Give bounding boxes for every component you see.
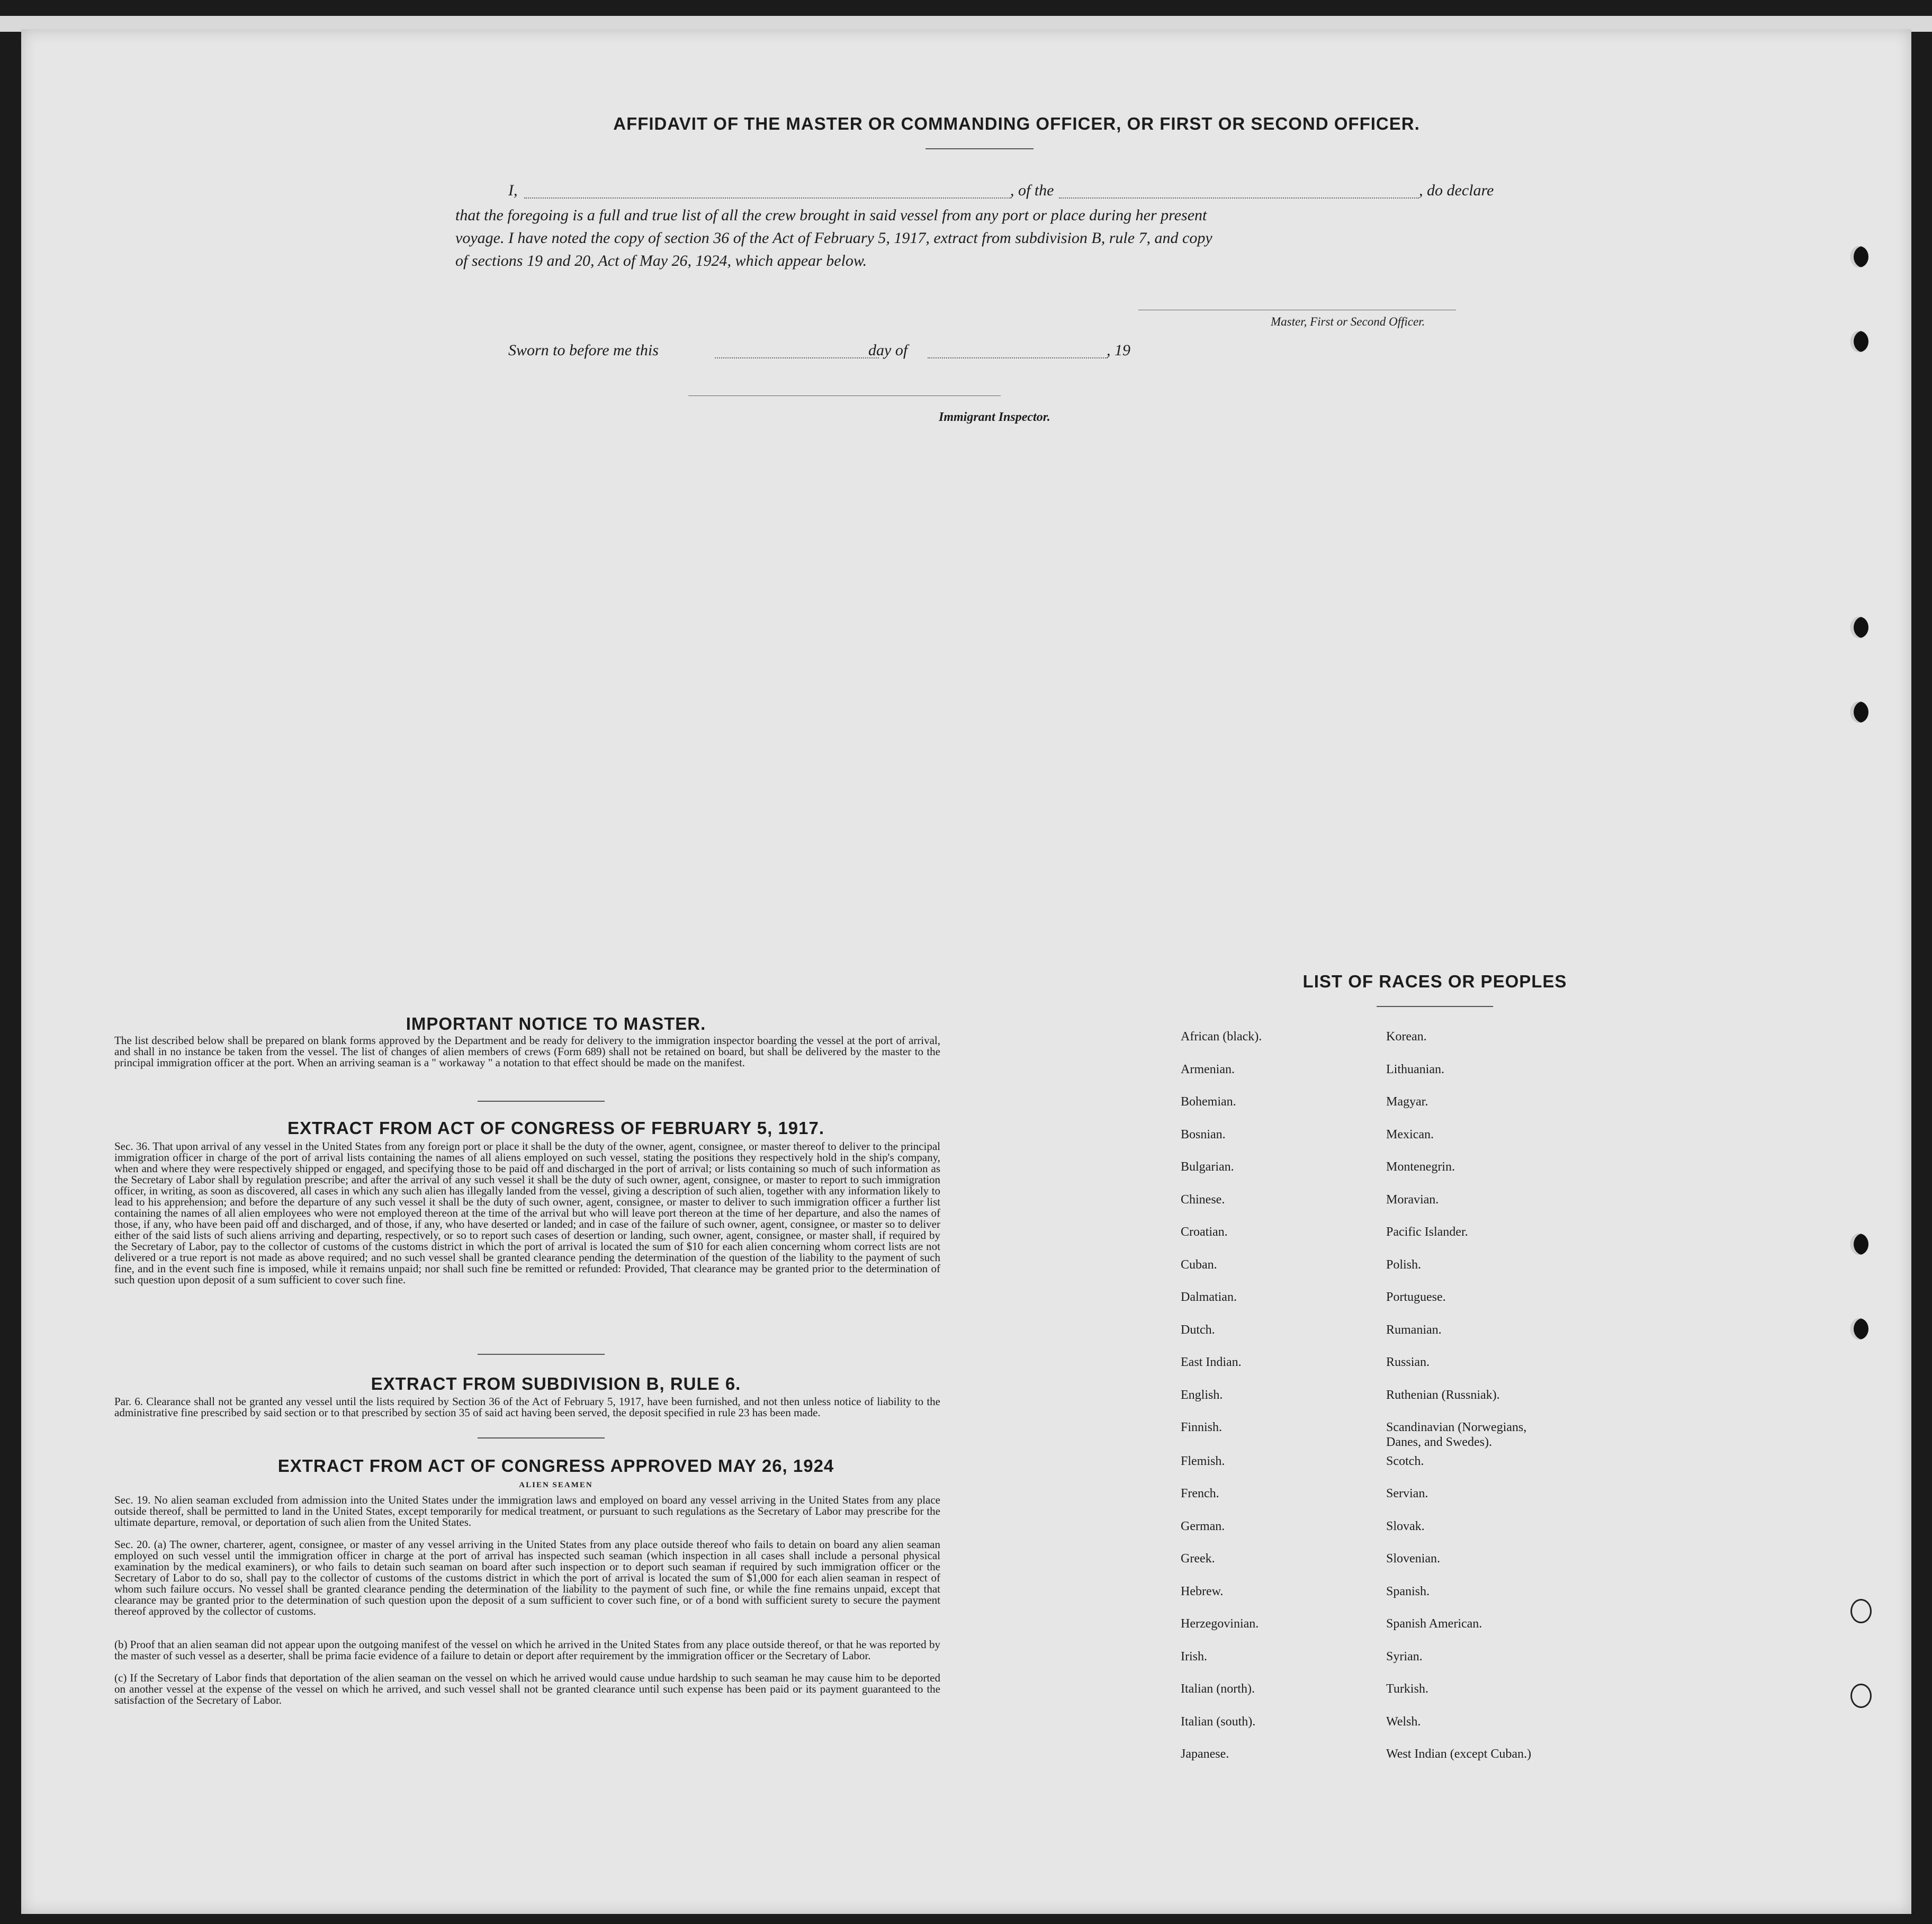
race-item: Rumanian. <box>1386 1323 1442 1337</box>
affidavit-declare: , do declare <box>1419 182 1494 199</box>
binder-hole-icon <box>1850 702 1868 723</box>
extract-1924-sec20c: (c) If the Secretary of Labor finds that deportation of the alien seaman on the vessel on which he arrived would cause undue hardship to such seaman he may cause him to be deported on another vessel at the expense of the vessel on which he arrived, and such vessel shall not be granted clearance until such expense has been paid or its payment guaranteed to the satisfaction of the Secretary of Labor. <box>114 1671 940 1706</box>
race-item: Greek. <box>1181 1552 1215 1566</box>
race-item: Montenegrin. <box>1386 1160 1455 1174</box>
year-text: , 19 <box>1107 341 1130 359</box>
race-item: Scotch. <box>1386 1454 1424 1468</box>
binder-hole-icon <box>1850 1318 1868 1339</box>
race-item: Lithuanian. <box>1386 1062 1444 1076</box>
binder-hole-icon <box>1850 1684 1872 1708</box>
rule6-title: EXTRACT FROM SUBDIVISION B, RULE 6. <box>371 1374 741 1393</box>
race-item: French. <box>1181 1487 1219 1500</box>
race-item: Irish. <box>1181 1649 1207 1664</box>
extract-1917-text: Sec. 36. That upon arrival of any vessel in the United States from any foreign port or place it shall be the duty of the owner, agent, consignee, or master thereof to deliver to the principal immigration officer in charge of the port of arrival lists containing the names of all aliens employed on such vessel, stating the positions they respectively hold in the ship's company, when and where they were respectively shipped or engaged, and specifying those to be paid off and discharged in the port of arrival; or lists containing so much of such information as the Secretary of Labor shall by regulation prescribe; and after the arrival of any such vessel it shall be the duty of such owner, agent, consignee, or master to report to such immigration officer, in writing, as soon as discovered, all cases in which any such alien has illegally landed from the vessel, giving a description of such alien, together with any information likely to lead to his apprehension; and before the departure of any such vessel it shall be the duty of such owner, agent, consignee, or master to deliver to such immigration officer a further list containing the names of all alien employees who were not employed thereon at the time of the arrival but who will leave port thereon at the time of her departure, and also the names of those, if any, who have been paid off and discharged, and of those, if any, who have deserted or landed; and in case of the failure of such owner, agent, consignee, or master so to deliver either of the said lists of such aliens arriving and departing, respectively, or so to report such cases of desertion or landing, such owner, agent, consignee, or master shall, if required by the Secretary of Labor, pay to the collector of customs of the customs district in which the port of arrival is located the sum of $10 for each alien concerning whom correct lists are not delivered or a true report is not made as above required; and no such vessel shall be granted clearance pending the determination of the question of the liability to the payment of such fine, and in the event such fine is imposed, while it remains unpaid; nor shall such fine be remitted or refunded: Provided, That clearance may be granted prior to the determination of such question upon deposit of a sum sufficient to cover such fine. <box>114 1140 940 1286</box>
rule6-rule <box>478 1437 605 1438</box>
binder-hole-icon <box>1850 331 1868 352</box>
rule6-text: Par. 6. Clearance shall not be granted any vessel until the lists required by Section 36 of the Act of February 5, 1917, have been furnished, and not then unless notice of liability to the administrative fine prescribed by said section or to that prescribed by section 35 of said act having been served, the deposit specified in rule 23 has been made. <box>114 1395 940 1419</box>
race-item: Dutch. <box>1181 1323 1215 1337</box>
notice-title: IMPORTANT NOTICE TO MASTER. <box>406 1014 706 1033</box>
race-item: Moravian. <box>1386 1192 1439 1207</box>
races-title: LIST OF RACES OR PEOPLES <box>1302 972 1567 991</box>
race-item: Finnish. <box>1181 1420 1223 1434</box>
race-item: Italian (south). <box>1181 1714 1256 1729</box>
race-item: Bulgarian. <box>1181 1160 1234 1174</box>
race-item: Scandinavian (Norwegians, <box>1386 1420 1527 1434</box>
notice-rule <box>478 1101 605 1102</box>
race-item: East Indian. <box>1181 1355 1242 1369</box>
race-item: Magyar. <box>1386 1095 1428 1109</box>
race-item: Slovenian. <box>1386 1552 1440 1566</box>
race-item: Slovak. <box>1386 1519 1425 1533</box>
race-item: Chinese. <box>1181 1192 1225 1207</box>
sworn-month-field[interactable] <box>928 357 1108 358</box>
race-item: Flemish. <box>1181 1454 1225 1468</box>
extract-1924-title: EXTRACT FROM ACT OF CONGRESS APPROVED MAY 26, 1924 <box>277 1456 834 1476</box>
extract-1924-sec19: Sec. 19. No alien seaman excluded from admission into the United States under the immigration laws and employed on board any vessel arriving in the United States from any place outside thereof, shall be permitted to land in the United States, except temporarily for medical treatment, or pursuant to such regulations as the Secretary of Labor may prescribe for the ultimate departure, removal, or deportation of such alien from the United States. <box>114 1494 940 1529</box>
race-item: Armenian. <box>1181 1062 1235 1076</box>
race-item: Croatian. <box>1181 1225 1228 1239</box>
race-item: Dalmatian. <box>1181 1290 1237 1304</box>
extract-1924-subtitle: ALIEN SEAMEN <box>519 1481 593 1489</box>
sworn-day-field[interactable] <box>715 357 879 358</box>
binder-hole-icon <box>1850 1599 1872 1623</box>
affidavit-i: I, <box>508 182 518 199</box>
affidavit-title: AFFIDAVIT OF THE MASTER OR COMMANDING OFFICER, OR FIRST OR SECOND OFFICER. <box>613 114 1420 133</box>
race-item: Cuban. <box>1181 1257 1217 1272</box>
inspector-signature-field[interactable] <box>688 395 1001 396</box>
race-item: Bohemian. <box>1181 1095 1236 1109</box>
extract-1917-rule <box>478 1354 605 1355</box>
vessel-field[interactable] <box>1059 197 1419 199</box>
race-item: Russian. <box>1386 1355 1430 1369</box>
affidavit-of-the: , of the <box>1010 182 1054 199</box>
notice-text: The list described below shall be prepared on blank forms approved by the Department and be ready for delivery to the immigration inspector boarding the vessel at the port of arrival, and shall in no instance be taken from the vessel. The list of changes of alien members of crews (Form 689) shall not be retained on board, but shall be delivered by the master to the principal immigration officer at the port. When an arriving seaman is a " workaway " a notation to that effect should be made on the manifest. <box>114 1034 940 1069</box>
race-item: Syrian. <box>1386 1649 1423 1664</box>
race-item: Ruthenian (Russniak). <box>1386 1388 1500 1402</box>
race-item: Spanish American. <box>1386 1617 1482 1631</box>
race-item: Bosnian. <box>1181 1127 1226 1141</box>
race-item: Servian. <box>1386 1487 1428 1500</box>
race-item: Portuguese. <box>1386 1290 1446 1304</box>
race-item: Italian (north). <box>1181 1682 1255 1696</box>
race-item: Korean. <box>1386 1030 1427 1044</box>
race-item: German. <box>1181 1519 1225 1533</box>
race-item: Herzegovinian. <box>1181 1617 1259 1631</box>
document-page <box>21 29 1911 1914</box>
race-item: Polish. <box>1386 1257 1422 1272</box>
race-item: English. <box>1181 1388 1223 1402</box>
name-field[interactable] <box>524 197 1011 199</box>
affidavit-title-rule <box>925 148 1034 149</box>
race-item: West Indian (except Cuban.) <box>1386 1747 1531 1761</box>
races-rule <box>1377 1006 1493 1007</box>
binder-hole-icon <box>1850 1234 1868 1255</box>
inspector-label: Immigrant Inspector. <box>939 410 1050 424</box>
affidavit-line-2: that the foregoing is a full and true list of all the crew brought in said vessel from any port or place during her present <box>455 206 1207 224</box>
race-item: Danes, and Swedes). <box>1386 1435 1492 1449</box>
sworn-text: Sworn to before me this <box>508 341 659 359</box>
race-item: Mexican. <box>1386 1127 1434 1141</box>
race-item: Turkish. <box>1386 1682 1428 1696</box>
affidavit-line-3: voyage. I have noted the copy of section 36 of the Act of February 5, 1917, extract from subdivision B, rule 7, and copy <box>455 229 1212 247</box>
race-item: Welsh. <box>1386 1714 1421 1729</box>
race-item: Spanish. <box>1386 1584 1430 1598</box>
extract-1917-title: EXTRACT FROM ACT OF CONGRESS OF FEBRUARY 5, 1917. <box>287 1118 825 1138</box>
affidavit-line-4: of sections 19 and 20, Act of May 26, 1924, which appear below. <box>455 252 867 269</box>
race-item: Japanese. <box>1181 1747 1229 1761</box>
race-item: African (black). <box>1181 1030 1262 1044</box>
binder-hole-icon <box>1850 617 1868 638</box>
race-item: Hebrew. <box>1181 1584 1224 1598</box>
binder-hole-icon <box>1850 246 1868 267</box>
extract-1924-sec20b: (b) Proof that an alien seaman did not appear upon the outgoing manifest of the vessel on which he arrived in the United States from any place outside thereof, or that he was reported by the master of such vessel as a deserter, shall be prima facie evidence of a failure to detain or deport after requirement by the immigration officer or the Secretary of Labor. <box>114 1638 940 1662</box>
extract-1924-sec20a: Sec. 20. (a) The owner, charterer, agent, consignee, or master of any vessel arriving in the United States from any place outside thereof who fails to detain on board any alien seaman employed on such vessel until the immigration officer in charge at the port of arrival has inspected such seaman (which inspection in all cases shall include a personal physical examination by the medical examiners), or who fails to detain such seaman on board after such inspection or to deport such seaman if required by such immigration officer or the Secretary of Labor to do so, shall pay to the collector of customs of the customs district in which the port of arrival is located the sum of $1,000 for each alien seaman in respect of whom such failure occurs. No vessel shall be granted clearance pending the determination of the liability to the payment of such fine, or while the fine remains unpaid, except that clearance may be granted prior to the determination of such question upon the deposit of a sum sufficient to cover such fine, or of a bond with sufficient surety to secure the payment thereof approved by the collector of customs. <box>114 1538 940 1617</box>
day-of-text: day of <box>868 341 908 359</box>
race-item: Pacific Islander. <box>1386 1225 1468 1239</box>
master-signature-label: Master, First or Second Officer. <box>1271 315 1425 328</box>
